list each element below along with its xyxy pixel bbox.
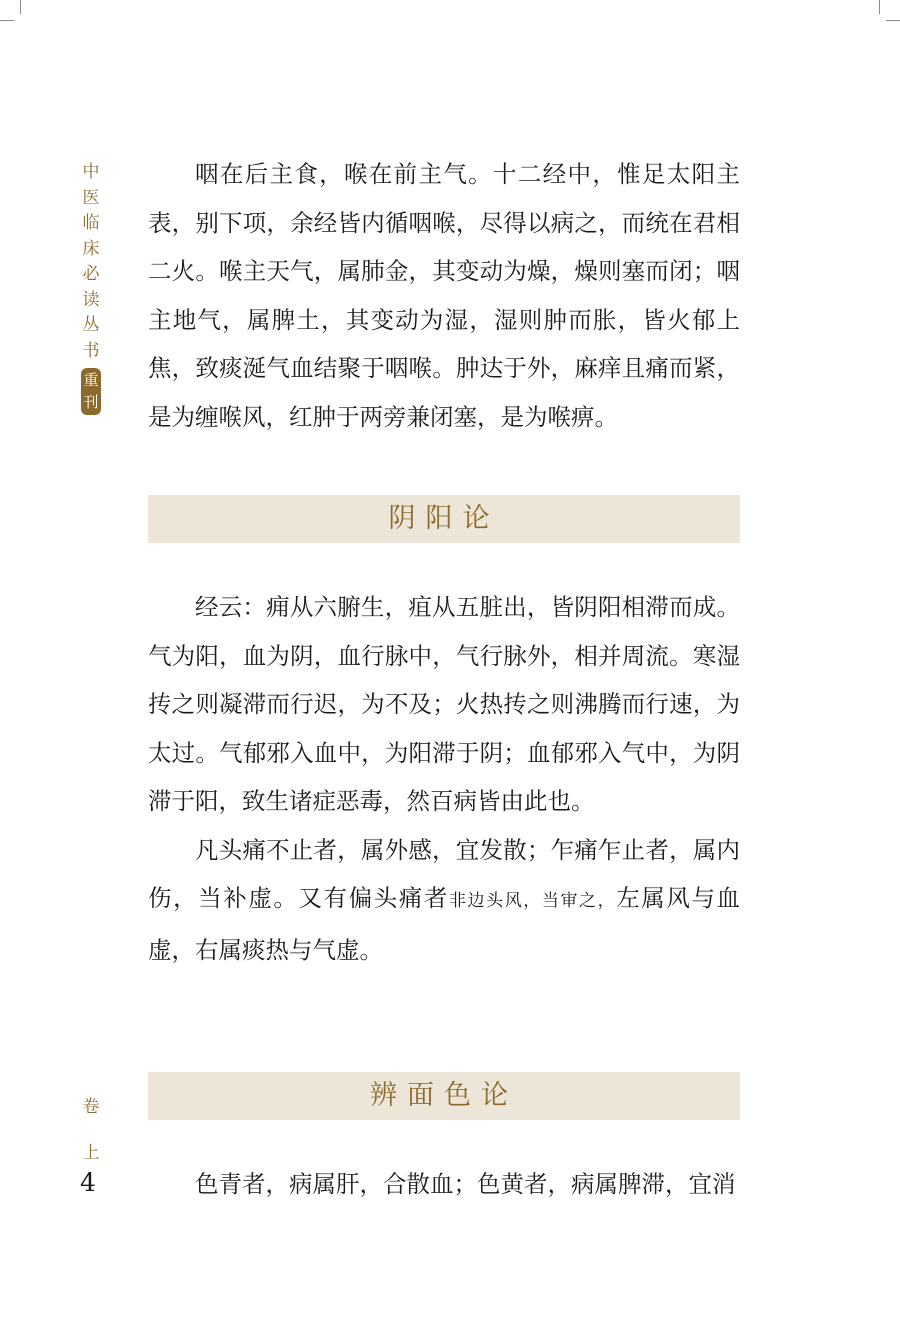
seal-char: 刊 [83,393,99,411]
series-char: 书 [82,340,100,361]
paragraph-text: 左属风与血虚，右属痰热与气虚。 [148,884,741,964]
series-title [80,160,102,415]
inline-note: 非边头风，当审之， [448,891,617,911]
intro-section [148,150,740,441]
section-heading: 阴阳论 [148,495,740,543]
series-char: 医 [82,187,100,208]
series-char: 中 [82,162,100,182]
paragraph [148,826,740,975]
reprint-seal [81,368,101,415]
page-number: 4 [80,1168,96,1197]
paragraph: 咽在后主食，喉在前主气。十二经中，惟足太阳主表，别下项，余经皆内循咽喉，尽得以病之，而统在君相二火。喉主天气，属肺金，其变动为燥，燥则塞而闭；咽主地气，属脾土，其变动为湿，湿则肿而胀，皆火郁上焦，致痰涎气血结聚于咽喉。肿达于外，麻痒且痛而紧，是为缠喉风，红肿于两旁兼闭塞，是为喉痹。 [148,160,740,431]
complexion-section [148,1160,740,1209]
crop-mark [0,20,14,21]
series-char: 读 [82,289,100,310]
volume-char: 上 [82,1143,100,1163]
crop-mark [886,20,900,21]
paragraph-text: 凡头痛不止者，属外感，宜发散；乍痛乍止者，属内伤，当补虚。又有偏头痛者 [148,835,740,912]
yinyang-section [148,583,740,974]
series-char: 丛 [82,315,100,335]
series-char: 临 [82,213,100,233]
paragraph: 色青者，病属肝，合散血；色黄者，病属脾滞，宜消 [195,1170,736,1198]
volume-char: 卷 [82,1097,100,1117]
series-char: 床 [82,238,100,259]
crop-mark [20,0,21,14]
crop-mark [879,0,880,14]
section-heading: 辨面色论 [148,1072,740,1120]
seal-char: 重 [83,371,99,389]
volume-label [80,1084,102,1176]
series-char: 必 [82,264,100,284]
paragraph: 经云：痈从六腑生，疽从五脏出，皆阴阳相滞而成。气为阳，血为阴，血行脉中，气行脉外，相并周流。寒湿抟之则凝滞而行迟，为不及；火热抟之则沸腾而行速，为太过。气郁邪入血中，为阳滞于阴；血郁邪入气中，为阴滞于阳，致生诸症恶毒，然百病皆由此也。 [148,593,740,815]
